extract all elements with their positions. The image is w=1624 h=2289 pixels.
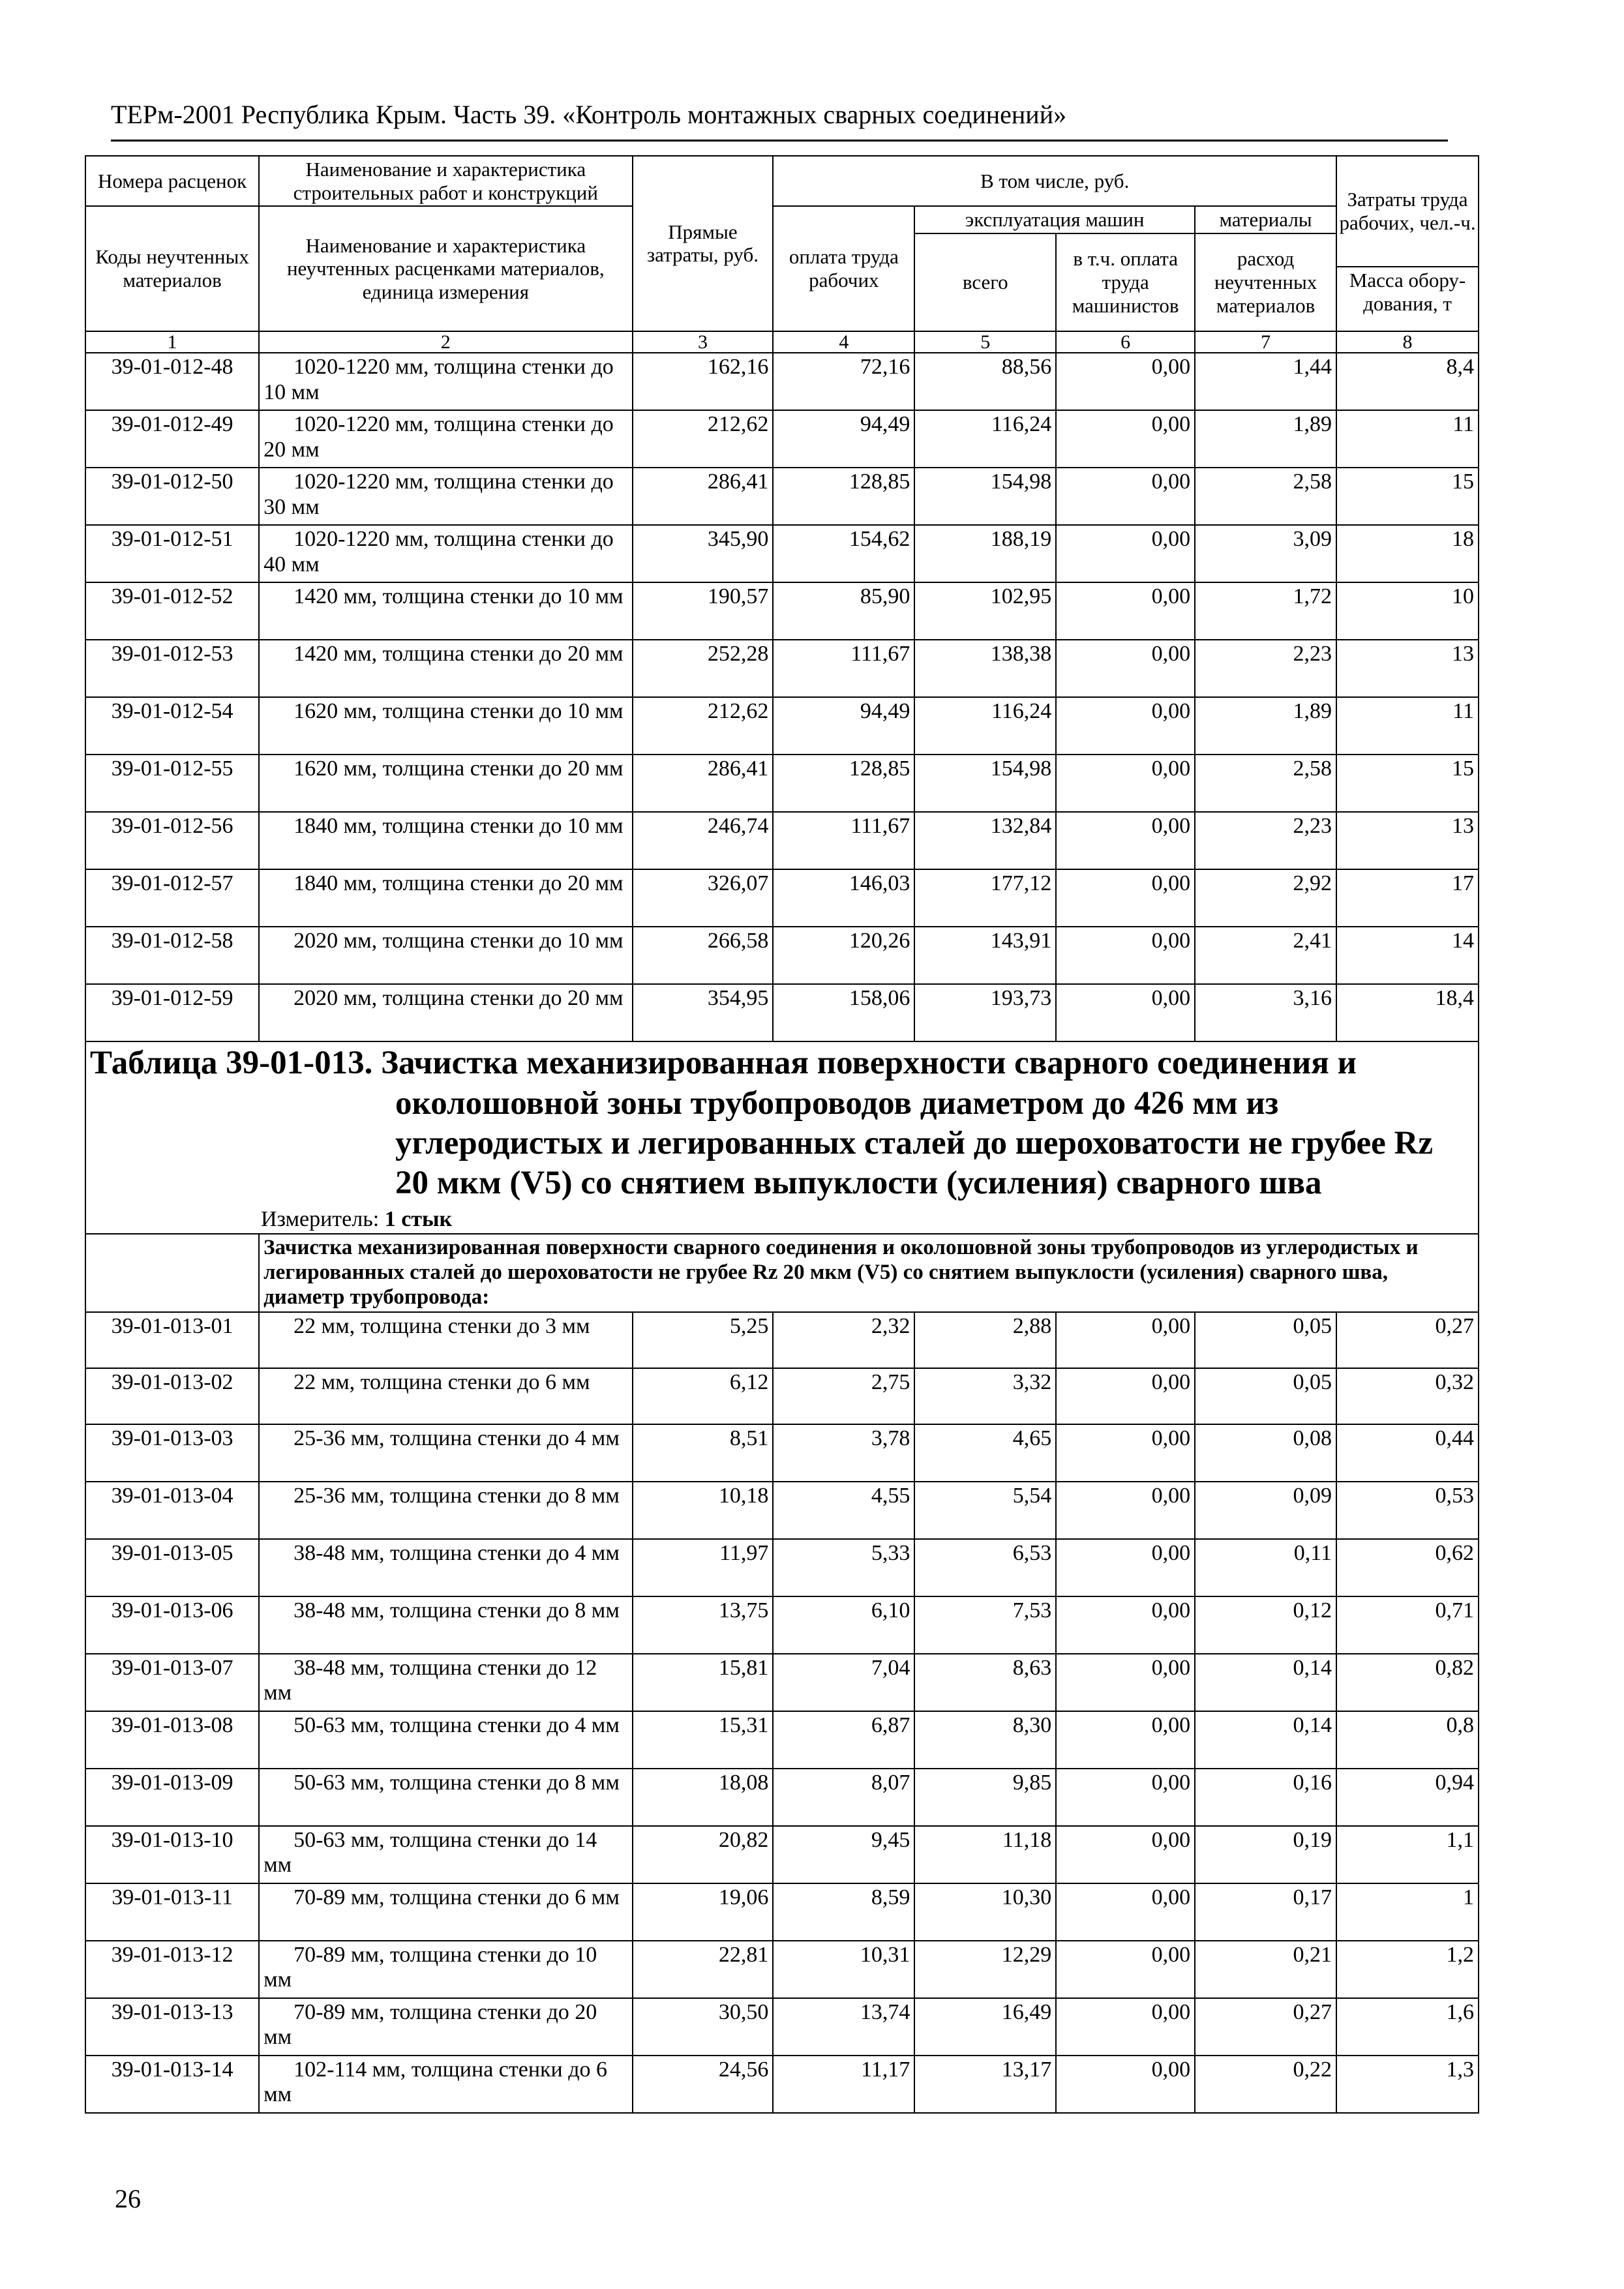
- direct-cost: 30,50: [633, 1998, 774, 2056]
- machines-total: 3,32: [914, 1368, 1056, 1424]
- labor-value: 0,05: [1195, 1368, 1336, 1424]
- direct-cost: 15,81: [633, 1654, 774, 1711]
- table-013-heading-block: [85, 1041, 1479, 1312]
- machinist-wages: 0,00: [1056, 1368, 1195, 1424]
- direct-cost: 11,97: [633, 1539, 774, 1596]
- rate-code: 39-01-013-08: [85, 1711, 259, 1769]
- machines-total: 154,98: [914, 755, 1056, 812]
- wages-value: 72,16: [773, 353, 914, 410]
- direct-cost: 5,25: [633, 1312, 774, 1368]
- direct-cost: 162,16: [633, 353, 774, 410]
- rate-description: 25-36 мм, толщина стенки до 8 мм: [259, 1482, 632, 1539]
- labor-label: Затраты труда рабочих, чел.-ч.: [1337, 157, 1478, 267]
- rate-code: 39-01-013-07: [85, 1654, 259, 1711]
- labor-value: 2,23: [1195, 640, 1336, 697]
- table-row: [85, 1539, 1479, 1596]
- table-head: [85, 156, 1479, 353]
- table-row: [85, 2056, 1479, 2113]
- wages-value: 158,06: [773, 984, 914, 1041]
- direct-cost: 24,56: [633, 2056, 774, 2113]
- rate-code: 39-01-013-02: [85, 1368, 259, 1424]
- rate-description: 70-89 мм, толщина стенки до 20 мм: [259, 1998, 632, 2056]
- equipment-mass-value: 8,4: [1336, 353, 1479, 410]
- rate-description: 1020-1220 мм, толщина стенки до 20 мм: [259, 410, 632, 468]
- wages-value: 154,62: [773, 525, 914, 582]
- direct-cost: 10,18: [633, 1482, 774, 1539]
- table-row: [85, 755, 1479, 812]
- wages-value: 10,31: [773, 1941, 914, 1998]
- unit-label: Измеритель:: [261, 1207, 380, 1232]
- direct-cost: 246,74: [633, 812, 774, 869]
- col-direct-header: Прямые затраты, руб.: [633, 156, 774, 331]
- direct-cost: 19,06: [633, 1883, 774, 1941]
- labor-value: 1,89: [1195, 697, 1336, 755]
- rate-description: 1620 мм, толщина стенки до 10 мм: [259, 697, 632, 755]
- rate-code: 39-01-013-06: [85, 1596, 259, 1654]
- wages-value: 2,32: [773, 1312, 914, 1368]
- rate-code: 39-01-012-56: [85, 812, 259, 869]
- table-013-title: Таблица 39-01-013. Зачистка механизированная поверхности сварного соединения и околошовной зоны трубопроводов диаметром до 426 мм из углеродистых и легированных сталей до шероховатости не грубее Rz 20 мкм (V5) со снятием выпуклости (усиления) сварного шва: [90, 1045, 1434, 1201]
- direct-cost: 354,95: [633, 984, 774, 1041]
- rate-description: 102-114 мм, толщина стенки до 6 мм: [259, 2056, 632, 2113]
- equipment-mass-value: 13: [1336, 640, 1479, 697]
- direct-cost: 190,57: [633, 582, 774, 640]
- wages-value: 3,78: [773, 1424, 914, 1482]
- col-material-codes-header: Коды неучтенных материалов: [85, 206, 259, 331]
- column-number: 4: [773, 331, 914, 353]
- machines-total: 9,85: [914, 1769, 1056, 1826]
- direct-cost: 20,82: [633, 1826, 774, 1883]
- rate-description: 2020 мм, толщина стенки до 10 мм: [259, 927, 632, 984]
- rate-description: 70-89 мм, толщина стенки до 10 мм: [259, 1941, 632, 1998]
- direct-cost: 212,62: [633, 697, 774, 755]
- direct-cost: 212,62: [633, 410, 774, 468]
- machinist-wages: 0,00: [1056, 1312, 1195, 1368]
- rate-code: 39-01-013-11: [85, 1883, 259, 1941]
- wages-value: 7,04: [773, 1654, 914, 1711]
- equipment-mass-value: 15: [1336, 755, 1479, 812]
- column-number: 8: [1336, 331, 1479, 353]
- equipment-mass-value: 0,62: [1336, 1539, 1479, 1596]
- wages-value: 85,90: [773, 582, 914, 640]
- machinist-wages: 0,00: [1056, 353, 1195, 410]
- table-013-subheading: Зачистка механизированная поверхности сварного соединения и околошовной зоны трубопроводов из углеродистых и легированных сталей до шероховатости не грубее Rz 20 мкм (V5) со снятием выпуклости (усиления) сварного шва, диаметр трубопровода:: [259, 1234, 1479, 1312]
- rate-code: 39-01-012-49: [85, 410, 259, 468]
- machinist-wages: 0,00: [1056, 755, 1195, 812]
- machinist-wages: 0,00: [1056, 582, 1195, 640]
- labor-value: 0,14: [1195, 1654, 1336, 1711]
- machinist-wages: 0,00: [1056, 927, 1195, 984]
- labor-value: 0,17: [1195, 1883, 1336, 1941]
- table-row: [85, 869, 1479, 927]
- direct-cost: 13,75: [633, 1596, 774, 1654]
- table-row: [85, 1368, 1479, 1424]
- col-name-header: Наименование и характеристика строительных работ и конструкций: [259, 156, 632, 206]
- labor-value: 1,72: [1195, 582, 1336, 640]
- table-row: [85, 410, 1479, 468]
- rates-table: [85, 155, 1479, 2114]
- table-row: [85, 1769, 1479, 1826]
- equipment-mass-value: 0,71: [1336, 1596, 1479, 1654]
- column-number: 3: [633, 331, 774, 353]
- wages-value: 8,07: [773, 1769, 914, 1826]
- rate-code: 39-01-013-12: [85, 1941, 259, 1998]
- machines-total: 193,73: [914, 984, 1056, 1041]
- machines-total: 11,18: [914, 1826, 1056, 1883]
- rate-code: 39-01-013-09: [85, 1769, 259, 1826]
- machinist-wages: 0,00: [1056, 410, 1195, 468]
- col-materials-header: материалы: [1195, 206, 1336, 233]
- wages-value: 8,59: [773, 1883, 914, 1941]
- wages-value: 111,67: [773, 812, 914, 869]
- machines-total: 12,29: [914, 1941, 1056, 1998]
- machines-total: 132,84: [914, 812, 1056, 869]
- table-row: [85, 1424, 1479, 1482]
- labor-value: 2,58: [1195, 468, 1336, 525]
- machines-total: 8,63: [914, 1654, 1056, 1711]
- rate-code: 39-01-013-03: [85, 1424, 259, 1482]
- rate-description: 1420 мм, толщина стенки до 10 мм: [259, 582, 632, 640]
- labor-value: 0,19: [1195, 1826, 1336, 1883]
- machinist-wages: 0,00: [1056, 869, 1195, 927]
- table-row: [85, 1312, 1479, 1368]
- direct-cost: 266,58: [633, 927, 774, 984]
- column-number: 7: [1195, 331, 1336, 353]
- equipment-mass-value: 15: [1336, 468, 1479, 525]
- equipment-mass-value: 0,94: [1336, 1769, 1479, 1826]
- col-material-name-header: Наименование и характеристика неучтенных расценками материалов, единица измерения: [259, 206, 632, 331]
- rate-code: 39-01-013-14: [85, 2056, 259, 2113]
- direct-cost: 286,41: [633, 468, 774, 525]
- rate-description: 1020-1220 мм, толщина стенки до 10 мм: [259, 353, 632, 410]
- column-number: 6: [1056, 331, 1195, 353]
- labor-value: 0,08: [1195, 1424, 1336, 1482]
- page-header: ТЕРм-2001 Республика Крым. Часть 39. «Контроль монтажных сварных соединений»: [111, 99, 1448, 142]
- machines-total: 116,24: [914, 410, 1056, 468]
- labor-value: 3,16: [1195, 984, 1336, 1041]
- table-row: [85, 353, 1479, 410]
- rate-description: 1840 мм, толщина стенки до 10 мм: [259, 812, 632, 869]
- table-row: [85, 1711, 1479, 1769]
- wages-value: 13,74: [773, 1998, 914, 2056]
- wages-value: 128,85: [773, 468, 914, 525]
- rate-code: 39-01-012-57: [85, 869, 259, 927]
- rate-description: 1020-1220 мм, толщина стенки до 30 мм: [259, 468, 632, 525]
- rate-code: 39-01-012-50: [85, 468, 259, 525]
- rate-code: 39-01-013-13: [85, 1998, 259, 2056]
- column-number: 2: [259, 331, 632, 353]
- direct-cost: 15,31: [633, 1711, 774, 1769]
- machinist-wages: 0,00: [1056, 984, 1195, 1041]
- rate-description: 22 мм, толщина стенки до 6 мм: [259, 1368, 632, 1424]
- col-codes-header: Номера расценок: [85, 156, 259, 206]
- machinist-wages: 0,00: [1056, 468, 1195, 525]
- equipment-mass-value: 0,8: [1336, 1711, 1479, 1769]
- equipment-mass-value: 1,1: [1336, 1826, 1479, 1883]
- wages-value: 94,49: [773, 697, 914, 755]
- machinist-wages: 0,00: [1056, 1539, 1195, 1596]
- col-machinist-wages-header: в т.ч. оплата труда машинистов: [1056, 233, 1195, 331]
- rate-description: 1420 мм, толщина стенки до 20 мм: [259, 640, 632, 697]
- table-row: [85, 582, 1479, 640]
- subheading-empty-cell: [85, 1234, 259, 1312]
- col-labor-header: [1336, 156, 1479, 331]
- wages-value: 2,75: [773, 1368, 914, 1424]
- machinist-wages: 0,00: [1056, 1596, 1195, 1654]
- machines-total: 2,88: [914, 1312, 1056, 1368]
- labor-value: 0,21: [1195, 1941, 1336, 1998]
- machinist-wages: 0,00: [1056, 640, 1195, 697]
- rate-description: 2020 мм, толщина стенки до 20 мм: [259, 984, 632, 1041]
- direct-cost: 6,12: [633, 1368, 774, 1424]
- rate-description: 38-48 мм, толщина стенки до 12 мм: [259, 1654, 632, 1711]
- wages-value: 128,85: [773, 755, 914, 812]
- machinist-wages: 0,00: [1056, 1883, 1195, 1941]
- direct-cost: 18,08: [633, 1769, 774, 1826]
- column-numbers-row: [85, 331, 1479, 353]
- wages-value: 111,67: [773, 640, 914, 697]
- rate-description: 1020-1220 мм, толщина стенки до 40 мм: [259, 525, 632, 582]
- labor-value: 2,92: [1195, 869, 1336, 927]
- machinist-wages: 0,00: [1056, 1826, 1195, 1883]
- table-row: [85, 525, 1479, 582]
- rate-code: 39-01-013-04: [85, 1482, 259, 1539]
- wages-value: 9,45: [773, 1826, 914, 1883]
- machinist-wages: 0,00: [1056, 1482, 1195, 1539]
- equipment-mass-value: 1,6: [1336, 1998, 1479, 2056]
- equipment-mass-value: 0,82: [1336, 1654, 1479, 1711]
- table-row: [85, 927, 1479, 984]
- machinist-wages: 0,00: [1056, 812, 1195, 869]
- rate-code: 39-01-013-10: [85, 1826, 259, 1883]
- machines-total: 5,54: [914, 1482, 1056, 1539]
- machines-total: 13,17: [914, 2056, 1056, 2113]
- rate-description: 50-63 мм, толщина стенки до 14 мм: [259, 1826, 632, 1883]
- machinist-wages: 0,00: [1056, 697, 1195, 755]
- labor-value: 0,14: [1195, 1711, 1336, 1769]
- wages-value: 146,03: [773, 869, 914, 927]
- equipment-mass-value: 11: [1336, 410, 1479, 468]
- equipment-mass-value: 17: [1336, 869, 1479, 927]
- rate-description: 38-48 мм, толщина стенки до 8 мм: [259, 1596, 632, 1654]
- machines-total: 10,30: [914, 1883, 1056, 1941]
- table-row: [85, 1826, 1479, 1883]
- labor-value: 0,11: [1195, 1539, 1336, 1596]
- equipment-mass-value: 1,3: [1336, 2056, 1479, 2113]
- machines-total: 116,24: [914, 697, 1056, 755]
- labor-value: 2,41: [1195, 927, 1336, 984]
- equipment-mass-value: 0,27: [1336, 1312, 1479, 1368]
- rate-code: 39-01-012-53: [85, 640, 259, 697]
- machines-total: 177,12: [914, 869, 1056, 927]
- rate-code: 39-01-012-48: [85, 353, 259, 410]
- column-number: 1: [85, 331, 259, 353]
- rate-code: 39-01-012-51: [85, 525, 259, 582]
- rate-code: 39-01-012-54: [85, 697, 259, 755]
- rate-description: 38-48 мм, толщина стенки до 4 мм: [259, 1539, 632, 1596]
- equipment-mass-value: 0,44: [1336, 1424, 1479, 1482]
- direct-cost: 252,28: [633, 640, 774, 697]
- equipment-mass-value: 0,32: [1336, 1368, 1479, 1424]
- rate-description: 50-63 мм, толщина стенки до 8 мм: [259, 1769, 632, 1826]
- machinist-wages: 0,00: [1056, 1941, 1195, 1998]
- machinist-wages: 0,00: [1056, 1654, 1195, 1711]
- rate-code: 39-01-012-59: [85, 984, 259, 1041]
- machines-total: 154,98: [914, 468, 1056, 525]
- machinist-wages: 0,00: [1056, 1424, 1195, 1482]
- machines-total: 188,19: [914, 525, 1056, 582]
- rate-description: 1620 мм, толщина стенки до 20 мм: [259, 755, 632, 812]
- equipment-mass-value: 13: [1336, 812, 1479, 869]
- rate-description: 1840 мм, толщина стенки до 20 мм: [259, 869, 632, 927]
- equipment-mass-value: 10: [1336, 582, 1479, 640]
- equipment-mass-value: 18: [1336, 525, 1479, 582]
- rate-code: 39-01-012-52: [85, 582, 259, 640]
- labor-value: 1,89: [1195, 410, 1336, 468]
- direct-cost: 286,41: [633, 755, 774, 812]
- table-row: [85, 1482, 1479, 1539]
- table-row: [85, 640, 1479, 697]
- wages-value: 11,17: [773, 2056, 914, 2113]
- machines-total: 16,49: [914, 1998, 1056, 2056]
- table-row: [85, 812, 1479, 869]
- labor-value: 0,12: [1195, 1596, 1336, 1654]
- machinist-wages: 0,00: [1056, 1998, 1195, 2056]
- machines-total: 88,56: [914, 353, 1056, 410]
- machinist-wages: 0,00: [1056, 1711, 1195, 1769]
- rate-code: 39-01-013-01: [85, 1312, 259, 1368]
- rate-code: 39-01-013-05: [85, 1539, 259, 1596]
- labor-value: 0,27: [1195, 1998, 1336, 2056]
- machines-total: 143,91: [914, 927, 1056, 984]
- labor-value: 3,09: [1195, 525, 1336, 582]
- table-013-unit: [261, 1207, 1474, 1232]
- col-machines-header: эксплуатация машин: [914, 206, 1195, 233]
- machinist-wages: 0,00: [1056, 2056, 1195, 2113]
- labor-value: 2,23: [1195, 812, 1336, 869]
- rate-description: 70-89 мм, толщина стенки до 6 мм: [259, 1883, 632, 1941]
- equipment-mass-value: 14: [1336, 927, 1479, 984]
- machines-total: 138,38: [914, 640, 1056, 697]
- direct-cost: 326,07: [633, 869, 774, 927]
- equipment-mass-value: 1,2: [1336, 1941, 1479, 1998]
- rate-description: 50-63 мм, толщина стенки до 4 мм: [259, 1711, 632, 1769]
- equipment-mass-value: 11: [1336, 697, 1479, 755]
- equipment-mass-value: 1: [1336, 1883, 1479, 1941]
- rate-description: 25-36 мм, толщина стенки до 4 мм: [259, 1424, 632, 1482]
- wages-value: 4,55: [773, 1482, 914, 1539]
- table-row: [85, 1654, 1479, 1711]
- direct-cost: 345,90: [633, 525, 774, 582]
- col-machines-total-header: всего: [914, 233, 1056, 331]
- equipment-mass-value: 18,4: [1336, 984, 1479, 1041]
- machinist-wages: 0,00: [1056, 1769, 1195, 1826]
- labor-value: 0,09: [1195, 1482, 1336, 1539]
- labor-value: 2,58: [1195, 755, 1336, 812]
- table-013-heading-cell: [85, 1041, 1479, 1234]
- table-row: [85, 1998, 1479, 2056]
- col-wages-header: оплата труда рабочих: [773, 206, 914, 331]
- unit-value: 1 стык: [384, 1207, 453, 1232]
- rate-code: 39-01-012-55: [85, 755, 259, 812]
- table-row: [85, 984, 1479, 1041]
- equipment-mass-label: Масса обору-дования, т: [1349, 269, 1466, 315]
- machines-total: 6,53: [914, 1539, 1056, 1596]
- wages-value: 120,26: [773, 927, 914, 984]
- table-row: [85, 468, 1479, 525]
- column-number: 5: [914, 331, 1056, 353]
- rate-description: 22 мм, толщина стенки до 3 мм: [259, 1312, 632, 1368]
- equipment-mass-value: 0,53: [1336, 1482, 1479, 1539]
- machines-total: 102,95: [914, 582, 1056, 640]
- rows-012: [85, 353, 1479, 1041]
- machines-total: 8,30: [914, 1711, 1056, 1769]
- labor-value: 1,44: [1195, 353, 1336, 410]
- labor-value: 0,05: [1195, 1312, 1336, 1368]
- table-row: [85, 1596, 1479, 1654]
- labor-value: 0,16: [1195, 1769, 1336, 1826]
- table-row: [85, 1883, 1479, 1941]
- page-number: 26: [115, 2184, 141, 2213]
- labor-value: 0,22: [1195, 2056, 1336, 2113]
- machinist-wages: 0,00: [1056, 525, 1195, 582]
- rate-code: 39-01-012-58: [85, 927, 259, 984]
- col-including-header: В том числе, руб.: [773, 156, 1336, 206]
- wages-value: 6,10: [773, 1596, 914, 1654]
- rows-013: [85, 1312, 1479, 2113]
- direct-cost: 8,51: [633, 1424, 774, 1482]
- machines-total: 4,65: [914, 1424, 1056, 1482]
- col-unaccounted-materials-header: расход неучтенных материалов: [1195, 233, 1336, 331]
- machines-total: 7,53: [914, 1596, 1056, 1654]
- table-row: [85, 697, 1479, 755]
- wages-value: 6,87: [773, 1711, 914, 1769]
- wages-value: 5,33: [773, 1539, 914, 1596]
- table-row: [85, 1941, 1479, 1998]
- direct-cost: 22,81: [633, 1941, 774, 1998]
- wages-value: 94,49: [773, 410, 914, 468]
